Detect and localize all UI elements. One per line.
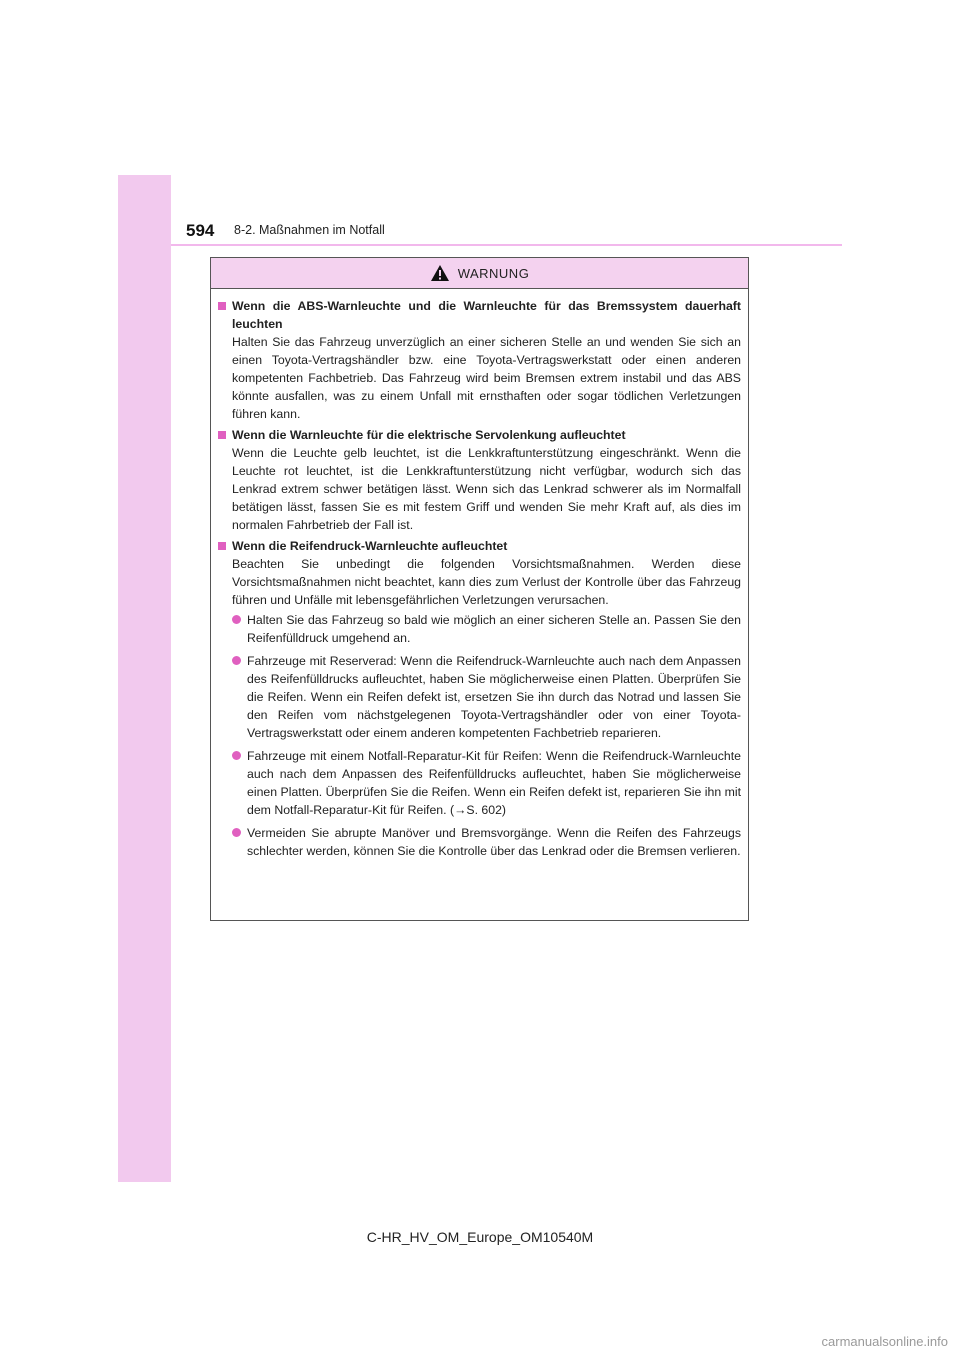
page-number: 594 (186, 221, 215, 240)
list-item (232, 652, 741, 742)
sidebar-tab (118, 175, 171, 1182)
list-item-text: Vermeiden Sie abrupte Manöver und Bremsvorgänge. Wenn die Reifen des Fahrzeugs schlechter werden, können Sie die Kontrolle über das Lenkrad oder die Bremsen verlieren. (247, 826, 741, 858)
warning-triangle-icon (430, 264, 450, 282)
list-item-text: Halten Sie das Fahrzeug so bald wie möglich an einer sicheren Stelle an. Passen Sie den Reifenfülldruck umgehend an. (247, 613, 741, 645)
item-paragraph: Wenn die Leuchte gelb leuchtet, ist die Lenkkraftunterstützung eingeschränkt. Wenn die Leuchte rot leuchtet, ist die Lenkkraftunterstützung nicht verfügbar, wodurch sich das Lenkrad extrem schwer betätigen lässt. Wenn sich das Lenkrad schwerer als im Normalfall betätigen lässt, fassen Sie es mit festem Griff und wenden Sie mehr Kraft auf, als dies im normalen Fahrbetrieb der Fall ist. (232, 446, 741, 532)
round-bullet-icon (232, 656, 241, 665)
round-bullet-icon (232, 615, 241, 624)
warning-header (211, 258, 748, 289)
warning-item-abs (218, 297, 741, 423)
footer-doc-id: C-HR_HV_OM_Europe_OM10540M (366, 1229, 594, 1245)
list-item (232, 824, 741, 860)
square-bullet-icon (218, 542, 226, 550)
section-title: 8-2. Maßnahmen im Notfall (234, 223, 385, 237)
warning-title: WARNUNG (457, 265, 530, 281)
warning-item-reifendruck (218, 537, 741, 860)
heading-text: Wenn die Warnleuchte für die elektrische Servolenkung aufleuchtet (232, 428, 626, 442)
warning-item-servolenkung (218, 426, 741, 534)
list-item (232, 747, 741, 819)
item-heading (218, 426, 741, 444)
item-heading (218, 297, 741, 333)
round-bullet-icon (232, 751, 241, 760)
round-bullet-icon (232, 828, 241, 837)
watermark: carmanualsonline.info (821, 1334, 948, 1349)
warning-box (210, 257, 749, 921)
item-paragraph: Beachten Sie unbedingt die folgenden Vorsichtsmaßnahmen. Werden diese Vorsichtsmaßnahmen nicht beachtet, kann dies zum Verlust der Kontrolle über das Fahrzeug führen und Unfälle mit lebensgefährlichen Verletzungen verursachen. (232, 557, 741, 607)
list-item (232, 611, 741, 647)
item-paragraph: Halten Sie das Fahrzeug unverzüglich an einer sicheren Stelle an und wenden Sie sich an einen Toyota-Vertragshändler bzw. eine Toyota-Vertragswerkstatt oder einen anderen kompetenten Fachbetrieb. Das Fahrzeug wird beim Bremsen extrem instabil und das ABS könnte ausfallen, was zu einem Unfall mit ernsthaften oder sogar tödlichen Verletzungen führen kann. (232, 335, 741, 421)
warning-body (211, 289, 748, 860)
bullet-list (232, 611, 741, 860)
square-bullet-icon (218, 302, 226, 310)
header-divider (171, 244, 842, 246)
list-item-text: Fahrzeuge mit einem Notfall-Reparatur-Kit für Reifen: Wenn die Reifendruck-Warnleuchte auch nach dem Anpassen des Reifenfülldrucks aufleuchtet, haben Sie möglicherweise einen Platten. Überprüfen Sie die Reifen. Wenn ein Reifen defekt ist, reparieren Sie ihn mit dem Notfall-Reparatur-Kit für Reifen. (→S. 602) (247, 749, 741, 817)
heading-text: Wenn die ABS-Warnleuchte und die Warnleuchte für das Bremssystem dauerhaft leuchten (232, 299, 741, 331)
heading-text: Wenn die Reifendruck-Warnleuchte aufleuchtet (232, 539, 508, 553)
square-bullet-icon (218, 431, 226, 439)
item-heading (218, 537, 741, 555)
list-item-text: Fahrzeuge mit Reserverad: Wenn die Reifendruck-Warnleuchte auch nach dem Anpassen des Reifenfülldrucks aufleuchtet, haben Sie möglicherweise einen Platten. Überprüfen Sie die Reifen. Wenn ein Reifen defekt ist, ersetzen Sie ihn durch das Notrad und lassen Sie den Reifen vom nächstgelegenen Toyota-Vertragshändler oder von einer Toyota-Vertragswerkstatt oder einem anderen kompetenten Fachbetrieb reparieren. (247, 654, 741, 740)
